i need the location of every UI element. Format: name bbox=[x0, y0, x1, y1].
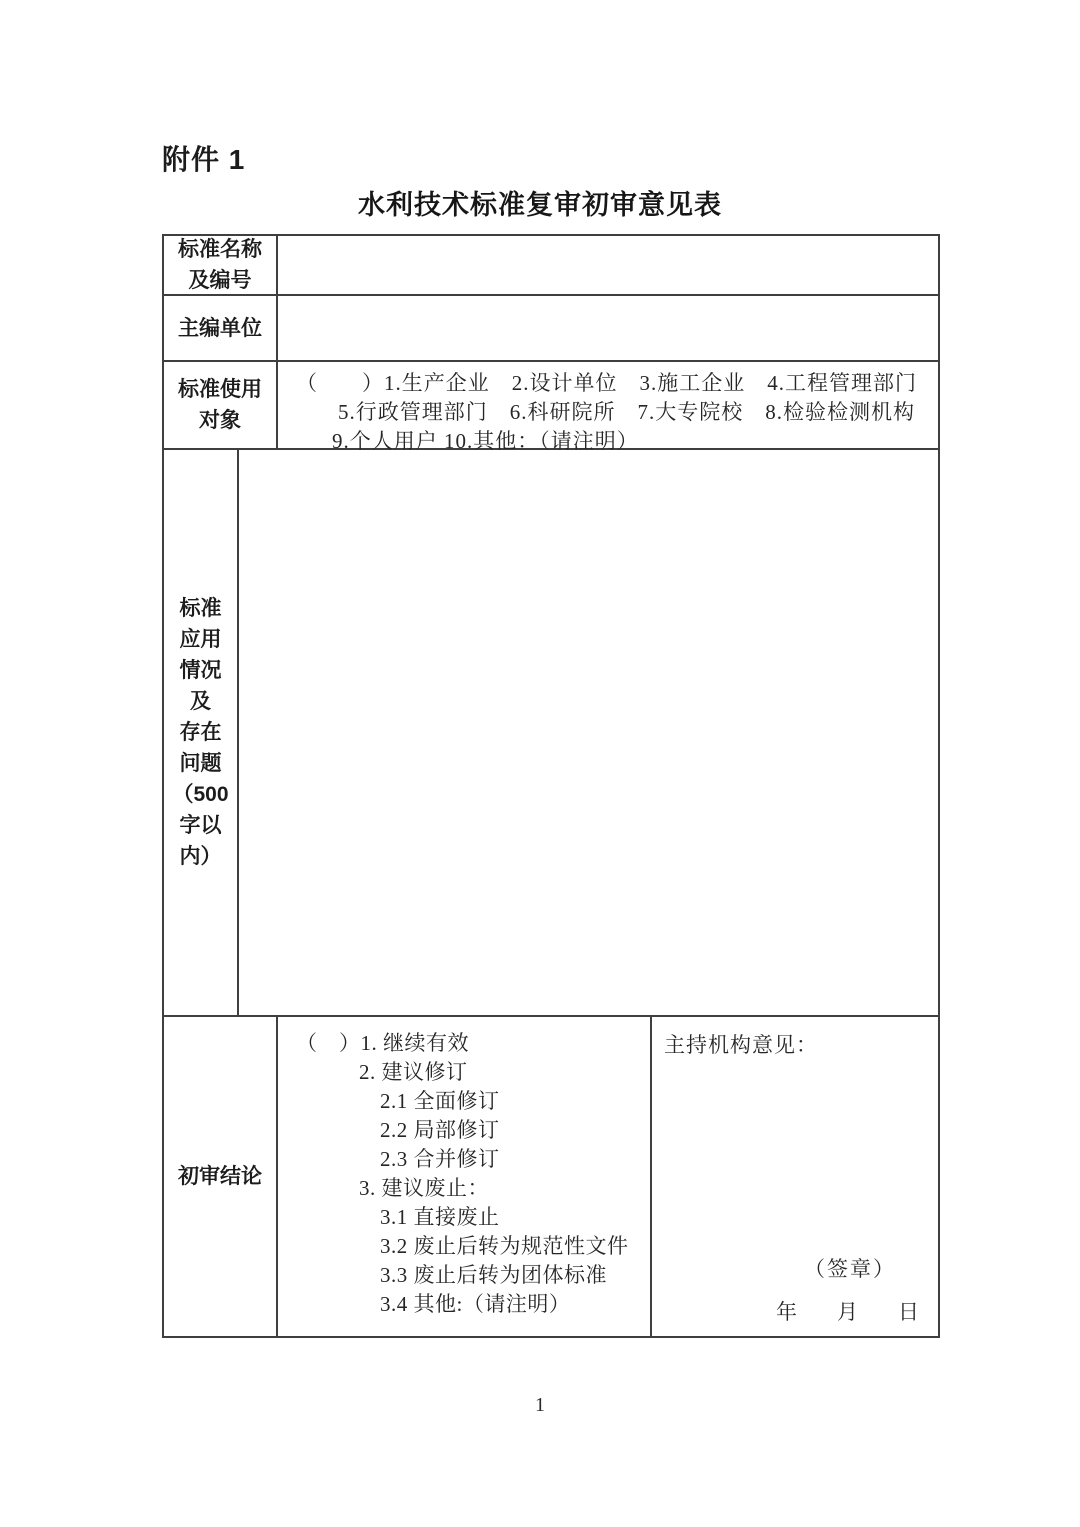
conclusion-option-3-2: 3.2 废止后转为规范性文件 bbox=[380, 1234, 629, 1258]
application-status-label-line9: 内） bbox=[179, 845, 222, 868]
standard-users-label-line1: 标准使用 bbox=[178, 378, 262, 401]
conclusion-option-2-3: 2.3 合并修订 bbox=[380, 1147, 500, 1171]
document-title: 水利技术标准复审初审意见表 bbox=[358, 190, 722, 220]
standard-name-label-line1: 标准名称 bbox=[178, 238, 262, 261]
standard-users-label bbox=[164, 362, 278, 448]
chief-editor-label bbox=[164, 296, 278, 360]
host-org-opinion-label: 主持机构意见： bbox=[664, 1033, 818, 1057]
row-review-conclusion bbox=[164, 1017, 938, 1336]
row-standard-name bbox=[164, 236, 938, 296]
row-standard-users bbox=[164, 362, 938, 453]
application-status-label-line1: 标准 bbox=[179, 597, 222, 620]
standard-name-label bbox=[164, 236, 278, 294]
standard-name-value-cell bbox=[278, 236, 938, 294]
date-day-label: 日 bbox=[898, 1300, 919, 1324]
review-conclusion-label bbox=[164, 1017, 278, 1336]
date-month-label: 月 bbox=[837, 1300, 858, 1324]
conclusion-option-2: 2. 建议修订 bbox=[359, 1060, 468, 1084]
date-line bbox=[776, 1296, 919, 1326]
review-form-table bbox=[162, 234, 940, 1338]
application-status-label-line5: 存在 bbox=[179, 721, 222, 744]
conclusion-option-2-1: 2.1 全面修订 bbox=[380, 1089, 500, 1113]
date-year-label: 年 bbox=[776, 1300, 797, 1324]
application-status-label-line4: 及 bbox=[190, 690, 211, 713]
review-conclusion-label-text: 初审结论 bbox=[178, 1165, 262, 1188]
application-status-label-line6: 问题 bbox=[179, 752, 222, 775]
conclusion-option-3-4: 3.4 其他:（请注明） bbox=[380, 1292, 571, 1316]
chief-editor-value-cell bbox=[278, 296, 938, 360]
application-status-label-line7: （500 bbox=[172, 783, 229, 806]
conclusion-option-2-2: 2.2 局部修订 bbox=[380, 1118, 500, 1142]
conclusion-option-3-3: 3.3 废止后转为团体标准 bbox=[380, 1263, 607, 1287]
standard-users-label-line2: 对象 bbox=[199, 409, 241, 432]
seal-label: （签章） bbox=[804, 1257, 896, 1281]
standard-users-options-line1: （ ）1.生产企业 2.设计单位 3.施工企业 4.工程管理部门 bbox=[296, 371, 917, 395]
conclusion-option-3-1: 3.1 直接废止 bbox=[380, 1205, 500, 1229]
attachment-label: 附件 1 bbox=[162, 144, 246, 175]
review-conclusion-options bbox=[278, 1017, 652, 1336]
application-status-label-line2: 应用 bbox=[179, 628, 222, 651]
host-org-opinion-cell bbox=[652, 1017, 938, 1336]
application-status-label bbox=[164, 450, 239, 1015]
row-application-status bbox=[164, 450, 938, 1017]
application-status-label-line3: 情况 bbox=[179, 659, 222, 682]
page-number: 1 bbox=[535, 1394, 545, 1416]
chief-editor-label-text: 主编单位 bbox=[178, 316, 262, 340]
standard-users-options bbox=[278, 362, 938, 453]
conclusion-option-1: （ ）1. 继续有效 bbox=[296, 1031, 469, 1055]
row-chief-editor bbox=[164, 296, 938, 362]
application-status-value-cell bbox=[239, 450, 938, 1015]
standard-users-options-line2: 5.行政管理部门 6.科研院所 7.大专院校 8.检验检测机构 bbox=[338, 400, 915, 424]
standard-users-options-line3: 9.个人用户 10.其他：（请注明） bbox=[332, 429, 639, 453]
application-status-label-line8: 字以 bbox=[179, 814, 222, 837]
conclusion-option-3: 3. 建议废止： bbox=[359, 1176, 489, 1200]
standard-name-label-line2: 及编号 bbox=[188, 269, 252, 292]
